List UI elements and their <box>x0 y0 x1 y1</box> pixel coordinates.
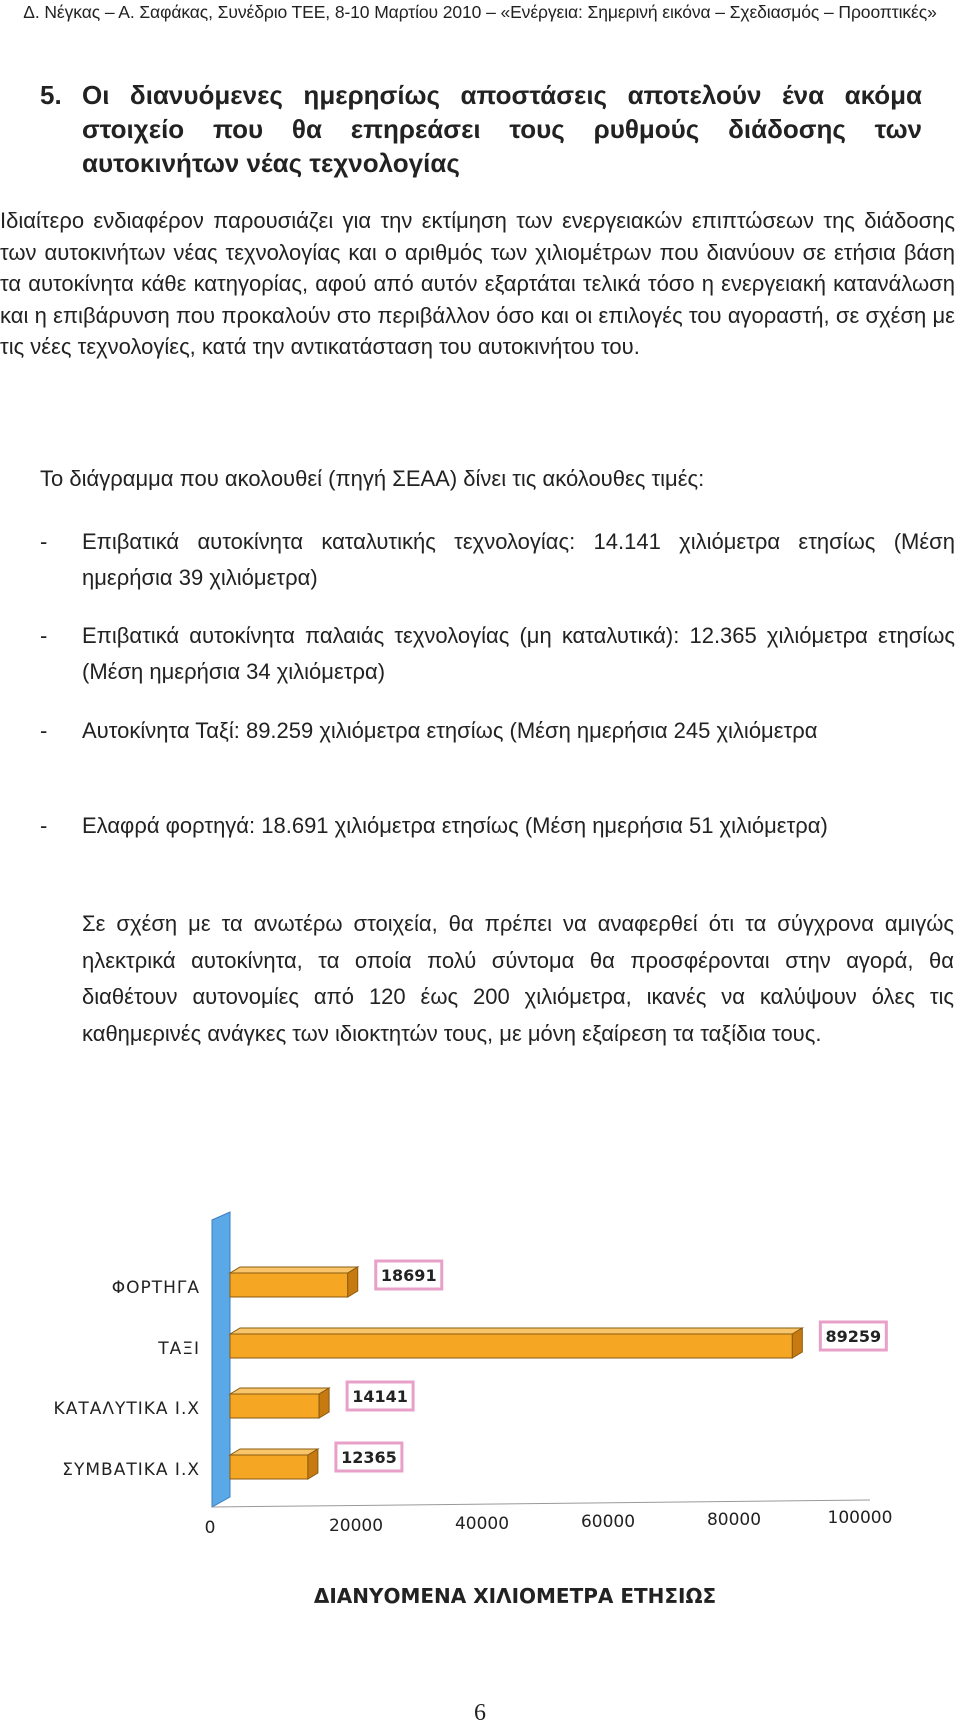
value-label: 14141 <box>352 1387 408 1406</box>
list-item-text: Επιβατικά αυτοκίνητα καταλυτικής τεχνολογίας: 14.141 χιλιόμετρα ετησίως (Μέση ημερήσια 39 χιλιόμετρα) <box>82 529 955 590</box>
list-dash: - <box>40 813 48 838</box>
x-tick-label: 40000 <box>454 1514 510 1534</box>
section-number: 5. <box>40 80 62 110</box>
list-item-text: Ελαφρά φορτηγά: 18.691 χιλιόμετρα ετησίως (Μέση ημερήσια 51 χιλιόμετρα) <box>82 813 828 838</box>
list-item <box>40 618 955 690</box>
bar-top <box>230 1388 329 1394</box>
list-item <box>40 808 955 844</box>
x-tick-label: 100000 <box>827 1508 893 1528</box>
x-tick-label: 60000 <box>580 1512 636 1532</box>
section-heading <box>40 78 922 180</box>
value-label: 12365 <box>341 1448 397 1467</box>
category-label: ΚΑΤΑΛΥΤΙΚΑ Ι.Χ <box>53 1399 200 1419</box>
source-paragraph: Το διάγραμμα που ακολουθεί (πηγή ΣΕΑΑ) δίνει τις ακόλουθες τιμές: <box>40 466 705 491</box>
bar-top <box>230 1449 318 1455</box>
chart-back-wall <box>212 1212 230 1507</box>
list-item <box>40 524 955 596</box>
category-label: ΤΑΞΙ <box>158 1339 200 1359</box>
list-item <box>40 713 955 749</box>
category-label: ΦΟΡΤΗΓΑ <box>111 1278 200 1298</box>
section-title: Οι διανυόμενες ημερησίως αποστάσεις αποτελούν ένα ακόμα στοιχείο που θα επηρεάσει τους ρυθμούς διάδοσης των αυτοκινήτων νέας τεχνολογίας <box>82 80 922 178</box>
chart-floor <box>212 1500 870 1507</box>
list-item-text: Επιβατικά αυτοκίνητα παλαιάς τεχνολογίας (μη καταλυτικά): 12.365 χιλιόμετρα ετησίως (Μέση ημερήσια 34 χιλιόμετρα) <box>82 623 955 684</box>
bar <box>230 1455 308 1479</box>
list-dash: - <box>40 623 48 648</box>
x-tick-label: 80000 <box>706 1510 762 1530</box>
intro-paragraph: Ιδιαίτερο ενδιαφέρον παρουσιάζει για την εκτίμηση των ενεργειακών επιπτώσεων της διάδοσης των αυτοκινήτων νέας τεχνολογίας και ο αριθμός των χιλιομέτρων που διανύουν σε ετήσια βάση τα αυτοκίνητα κάθε κατηγορίας, αφού από αυτόν εξαρτάται τελικά τόσο η ενεργειακή κατανάλωση και η επιβάρυνση που προκαλούν στο περιβάλλον όσο και οι επιλογές του αγοραστή, σε σχέση με τις νέες τεχνολογίες, κατά την αντικατάσταση του αυτοκινήτου του. <box>0 208 955 359</box>
value-label: 18691 <box>380 1266 437 1285</box>
page-header: Δ. Νέγκας – Α. Σαφάκας, Συνέδριο ΤΕΕ, 8-10 Μαρτίου 2010 – «Ενέργεια: Σημερινή εικόνα – Σχεδιασμός – Προοπτικές» <box>23 2 937 22</box>
list-dash: - <box>40 718 48 743</box>
bar <box>230 1394 319 1418</box>
value-label: 89259 <box>825 1327 882 1346</box>
x-tick-label: 20000 <box>328 1516 384 1536</box>
annual-km-bar-chart <box>0 1200 960 1640</box>
list-dash: - <box>40 529 48 554</box>
category-label: ΣΥΜΒΑΤΙΚΑ Ι.Χ <box>62 1460 200 1480</box>
bar-top <box>230 1328 802 1334</box>
conclusion-paragraph: Σε σχέση με τα ανωτέρω στοιχεία, θα πρέπει να αναφερθεί ότι τα σύγχρονα αμιγώς ηλεκτρικά αυτοκίνητα, τα οποία πολύ σύντομα θα προσφέρονται στην αγορά, θα διαθέτουν αυτονομίες από 120 έως 200 χιλιόμετρα, ικανές να καλύψουν όλες τις καθημερινές ανάγκες των ιδιοκτητών τους, με μόνη εξαίρεση τα ταξίδια τους. <box>82 911 954 1046</box>
page-number: 6 <box>474 1700 486 1726</box>
bar-top <box>230 1267 358 1273</box>
bar <box>230 1273 348 1297</box>
list-item-text: Αυτοκίνητα Ταξί: 89.259 χιλιόμετρα ετησίως (Μέση ημερήσια 245 χιλιόμετρα <box>82 718 818 743</box>
x-axis-label: ΔΙΑΝΥΟΜΕΝΑ ΧΙΛΙΟΜΕΤΡΑ ΕΤΗΣΙΩΣ <box>313 1584 717 1608</box>
bar <box>230 1334 792 1358</box>
x-tick-label: 0 <box>204 1518 216 1538</box>
